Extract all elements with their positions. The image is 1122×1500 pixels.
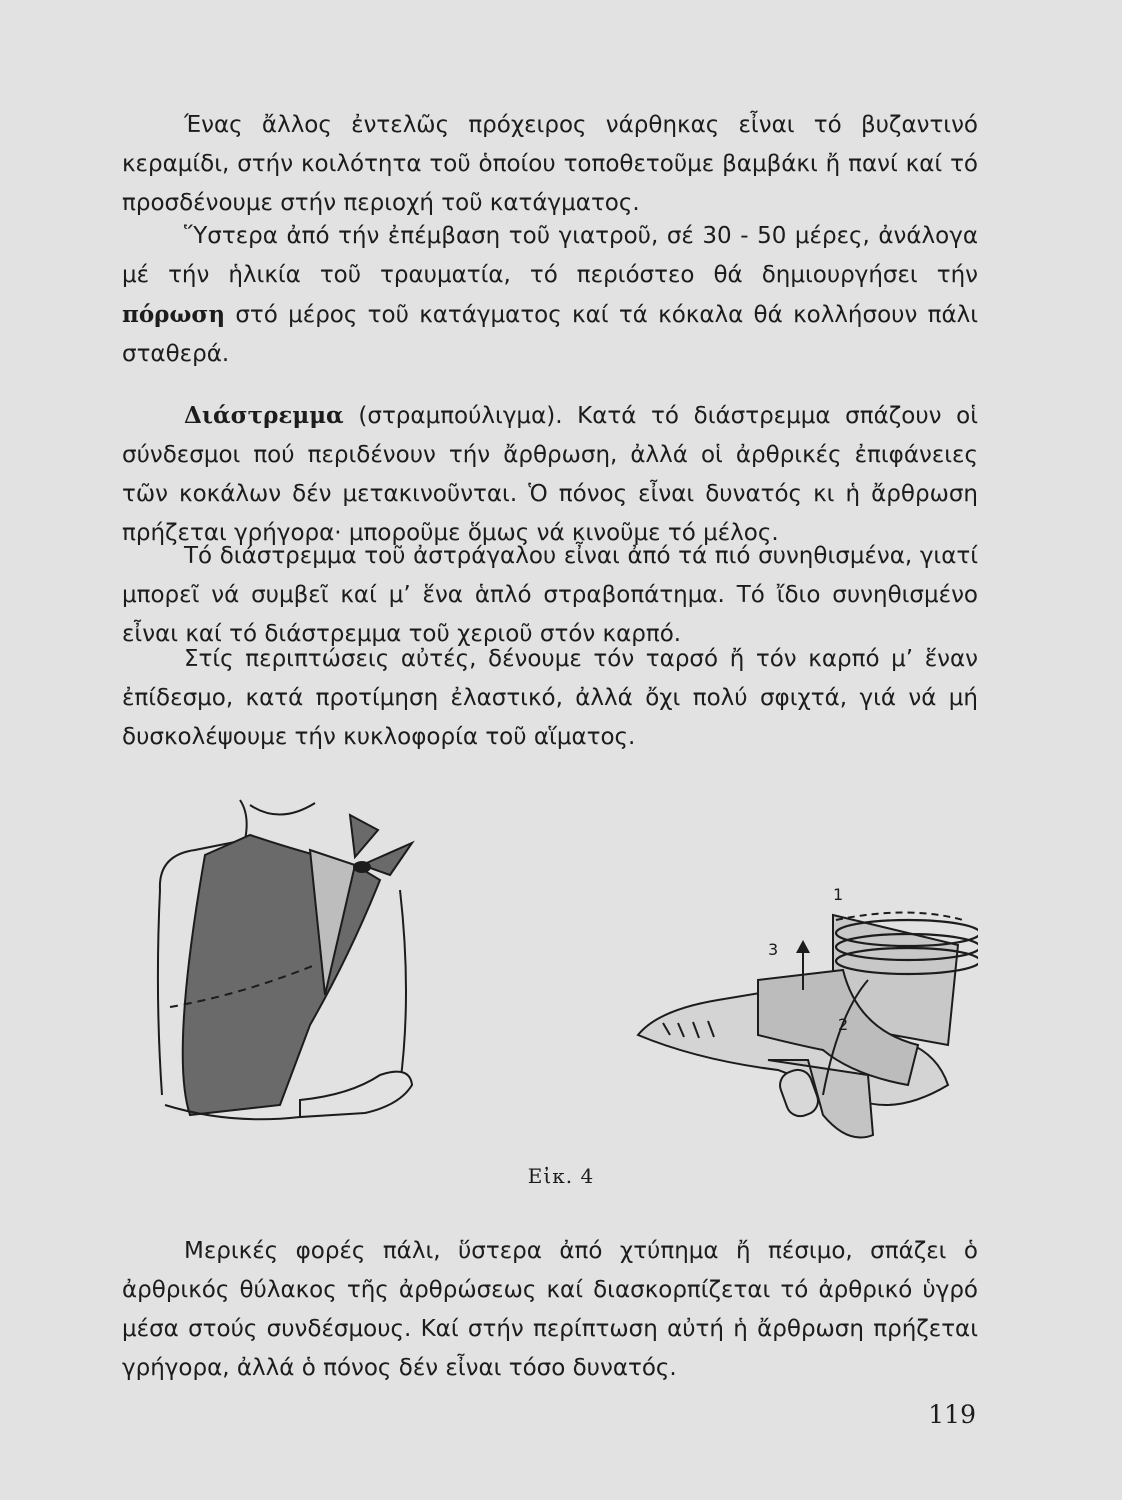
term-diastremma: Διάστρεμμα [184,402,344,429]
paragraph-callus-text-start: Ὕστερα ἀπό τήν ἐπέμβαση τοῦ γιατροῦ, σέ 30 - 50 μέρες, ἀνάλογα μέ τήν ἡλικία τοῦ τραυματία, τό περιόστεο θά δημιουργήσει τήν [122,223,978,288]
bandage-label-2: 2 [838,1015,849,1034]
bandage-label-1: 1 [833,885,844,904]
paragraph-splint: Ένας ἄλλος ἐντελῶς πρόχειρος νάρθηκας εἶναι τό βυζαντινό κεραμίδι, στήν κοιλότητα τοῦ ὁποίου τοποθετοῦμε βαμβάκι ἤ πανί καί τό προσδένουμε στήν περιοχή τοῦ κατάγματος. [122,112,978,216]
term-porosi: πόρωση [122,301,226,328]
paragraph-callus [122,217,978,374]
bandage-label-3: 3 [768,940,779,959]
paragraph-sprain [122,396,978,553]
figure-caption: Εἰκ. 4 [527,1164,595,1188]
arm-sling-illustration [150,795,430,1140]
paragraph-callus-text-end: στό μέρος τοῦ κατάγματος καί τά κόκαλα θά κολλήσουν πάλι σταθερά. [122,302,978,367]
paragraph-bandaging: Στίς περιπτώσεις αὐτές, δένουμε τόν ταρσό ἤ τόν καρπό μ’ ἕναν ἐπίδεσμο, κατά προτίμηση ἐλαστικό, ἀλλά ὄχι πολύ σφιχτά, γιά νά μή δυσκολέψουμε τήν κυκλοφορία τοῦ αἵματος. [122,646,978,750]
paragraph-ankle-sprain: Τό διάστρεμμα τοῦ ἀστράγαλου εἶναι ἀπό τά πιό συνηθισμένα, γιατί μπορεῖ νά συμβεῖ καί μ’ ἕνα ἁπλό στραβοπάτημα. Τό ἴδιο συνηθισμένο εἶναι καί τό διάστρεμμα τοῦ χεριοῦ στόν καρπό. [122,543,978,647]
ankle-bandage-illustration [618,885,978,1155]
paragraph-joint-capsule: Μερικές φορές πάλι, ὕστερα ἀπό χτύπημα ἤ πέσιμο, σπάζει ὁ ἀρθρικός θύλακος τῆς ἀρθρώσεως καί διασκορπίζεται τό ἀρθρικό ὑγρό μέσα στούς συνδέσμους. Καί στήν περίπτωση αὐτή ἡ ἄρθρωση πρήζεται γρήγορα, ἀλλά ὁ πόνος δέν εἶναι τόσο δυνατός. [122,1238,978,1381]
paragraph-sprain-text: (στραμπούλιγμα). Κατά τό διάστρεμμα σπάζουν οἱ σύνδεσμοι πού περιδένουν τήν ἄρθρωση, ἀλλά οἱ ἀρθρικές ἐπιφάνειες τῶν κοκάλων δέν μετακινοῦνται. Ὁ πόνος εἶναι δυνατός κι ἡ ἄρθρωση πρήζεται γρήγορα· μποροῦμε ὅμως νά κινοῦμε τό μέλος. [122,403,978,546]
page-number: 119 [928,1400,976,1429]
